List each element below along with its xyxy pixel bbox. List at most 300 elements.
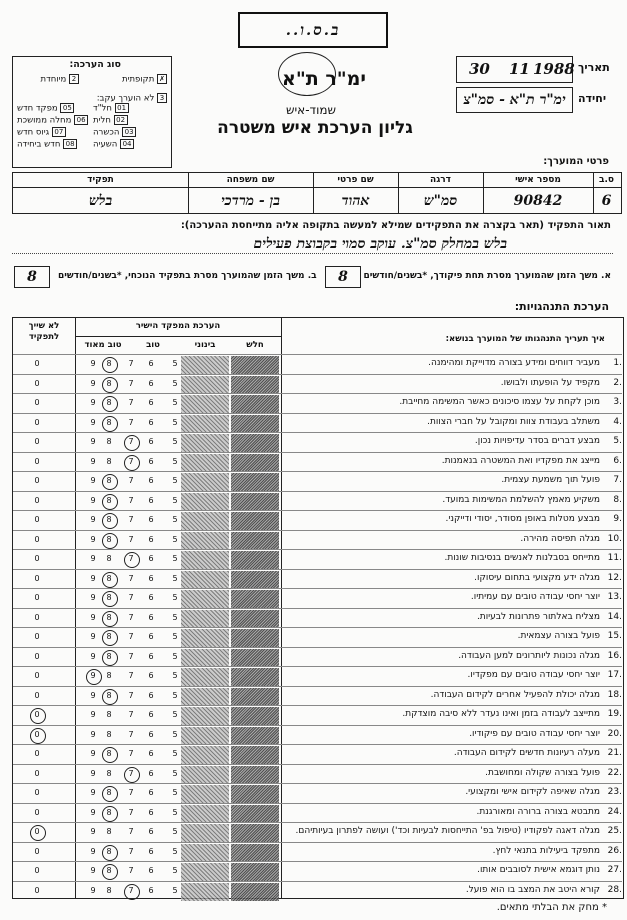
not-rated-checkbox[interactable]: 3 (157, 93, 167, 103)
reason-label: מחלה ממושכת (17, 115, 75, 126)
score-option[interactable]: 6 (148, 788, 154, 797)
score-option[interactable]: 0 (34, 593, 40, 602)
score-option[interactable]: 5 (172, 710, 178, 719)
score-option[interactable]: 9 (90, 671, 96, 680)
score-option[interactable]: 6 (148, 476, 154, 485)
score-option[interactable]: 6 (148, 710, 154, 719)
row-number: 2. (613, 377, 622, 388)
score-option[interactable]: 8 (106, 593, 112, 602)
selected-score-circle (102, 494, 118, 510)
score-option[interactable]: 6 (148, 593, 154, 602)
row-number: 24. (607, 806, 622, 817)
score-option[interactable]: 0 (34, 671, 40, 680)
score-option[interactable]: 9 (90, 632, 96, 641)
row-number: 15. (607, 631, 622, 641)
score-option[interactable]: 7 (128, 456, 134, 466)
page-title: גליון הערכת איש משטרה (217, 118, 413, 138)
periodic-checkbox[interactable]: ✗ (157, 74, 167, 84)
score-option[interactable]: 5 (172, 495, 178, 505)
score-option[interactable]: 8 (106, 398, 112, 407)
reason-code[interactable]: 04 (120, 139, 134, 149)
score-option[interactable]: 0 (34, 476, 40, 485)
score-option[interactable]: 7 (128, 359, 134, 368)
personal-value[interactable]: סמ"ש (423, 193, 458, 209)
score-option[interactable]: 9 (90, 398, 96, 407)
reason-item[interactable] (93, 115, 128, 126)
footnote: * מחק את הבלתי מתאים. (496, 902, 607, 913)
behavior-row (13, 569, 622, 591)
question-header: איך תעריך התנהגותו של המוערך בנושא: (445, 334, 605, 344)
score-option[interactable]: 0 (34, 515, 40, 524)
score-option[interactable]: 0 (34, 710, 40, 719)
score-option[interactable]: 7 (128, 729, 134, 739)
criterion-text: מבצע מטלות באופן מסודר, יסודי ודייקני. (445, 514, 600, 524)
behavior-row (13, 842, 622, 864)
very-good-header: טוב מאוד (84, 340, 122, 350)
score-option[interactable]: 9 (90, 690, 96, 700)
behavior-row (13, 374, 622, 396)
score-option[interactable]: 5 (172, 827, 178, 836)
behavior-row (13, 549, 622, 571)
row-number: 26. (607, 845, 622, 856)
personal-header: מספר אישי (515, 175, 561, 185)
reason-item[interactable] (93, 103, 129, 114)
score-option[interactable]: 9 (90, 651, 96, 661)
score-option[interactable]: 0 (34, 768, 40, 778)
score-option[interactable]: 5 (172, 456, 178, 466)
score-option[interactable]: 8 (106, 573, 112, 583)
criterion-text: מייצג את מפקדיו ואת המשטרה בנאמנות. (441, 455, 600, 466)
score-option[interactable]: 5 (172, 671, 178, 680)
row-number: 19. (607, 709, 622, 719)
selected-score-circle (124, 435, 140, 451)
unit-label: יחידה (578, 92, 607, 105)
score-option[interactable]: 9 (90, 788, 96, 797)
score-option[interactable]: 9 (90, 827, 96, 836)
score-option[interactable]: 7 (128, 612, 134, 622)
selected-score-circle (102, 533, 118, 549)
score-option[interactable]: 5 (172, 807, 178, 817)
rating-type-title: סוג הערכה: (69, 59, 121, 70)
row-number: 11. (607, 553, 622, 563)
score-option[interactable]: 5 (172, 651, 178, 661)
approval-stamp (238, 12, 388, 120)
score-option[interactable]: 7 (128, 846, 134, 856)
score-option[interactable]: 6 (148, 671, 154, 680)
score-option[interactable]: 8 (106, 788, 112, 797)
score-option[interactable]: 5 (172, 846, 178, 856)
score-option[interactable]: 5 (172, 378, 178, 388)
row-number: 28. (607, 884, 622, 895)
row-number: 18. (607, 689, 622, 700)
selected-score-circle (102, 747, 118, 763)
score-option[interactable]: 5 (172, 749, 178, 758)
score-option[interactable]: 7 (128, 573, 134, 583)
criterion-text: מתייצב לעבודה בזמן ואינו נעדר ללא סיבה מוצדקת. (402, 709, 600, 719)
score-option[interactable]: 0 (34, 456, 40, 466)
criterion-text: משקיע מאמץ להשלמת המשימות במועד. (442, 494, 600, 505)
not-rated-row[interactable]: 3 לא הוערך עקב: (97, 93, 167, 104)
behavior-row (13, 647, 622, 669)
score-option[interactable]: 7 (128, 495, 134, 505)
criterion-text: יוצר יחסי עבודה טובים עם פיקודיו. (469, 728, 600, 739)
row-number: 4. (613, 416, 622, 427)
score-option[interactable]: 5 (172, 573, 178, 583)
reason-item[interactable] (17, 103, 74, 114)
score-option[interactable]: 0 (34, 573, 40, 583)
selected-score-circle (102, 396, 118, 412)
reason-item[interactable] (17, 139, 77, 150)
score-option[interactable]: 6 (148, 729, 154, 739)
score-option[interactable]: 5 (172, 554, 178, 563)
score-option[interactable]: 9 (90, 378, 96, 388)
reason-code[interactable]: 07 (52, 127, 66, 137)
behavior-row (13, 354, 622, 376)
score-option[interactable]: 0 (34, 417, 40, 427)
reason-label: חדש ביחידה (17, 139, 64, 150)
selected-score-circle (102, 474, 118, 490)
score-option[interactable]: 9 (90, 866, 96, 875)
reason-label: השעיה (93, 139, 121, 150)
score-option[interactable]: 7 (128, 651, 134, 661)
score-option[interactable]: 7 (128, 788, 134, 797)
score-option[interactable]: 9 (90, 885, 96, 895)
score-option[interactable]: 8 (106, 690, 112, 700)
reason-code[interactable]: 01 (115, 103, 129, 113)
duration-b-label: ב. משך הזמן שהמוערך מסרת בתפקיד הנוכחי, *בשנים/חודשים (58, 271, 317, 281)
score-option[interactable]: 7 (128, 690, 134, 700)
job-desc-value[interactable]: בלש במחלק סמ"צ. עוקב סמוי בקבוצת פעילים (253, 236, 507, 252)
score-option[interactable]: 0 (34, 885, 40, 895)
score-option[interactable]: 7 (128, 827, 134, 836)
selected-score-circle (102, 864, 118, 880)
reason-label: חל"ד (93, 103, 115, 114)
criterion-text: מגלה ידע מקצועי בתחום עיסוקו. (474, 572, 600, 583)
selected-score-circle (102, 357, 118, 373)
reason-code[interactable]: 05 (60, 103, 74, 113)
behavior-row (13, 822, 622, 844)
behavior-table (12, 317, 624, 899)
selected-score-circle (124, 767, 140, 783)
selected-score-circle (124, 884, 140, 900)
personal-value[interactable]: 6 (601, 193, 612, 209)
score-option[interactable]: 9 (90, 437, 96, 446)
score-option[interactable]: 6 (148, 866, 154, 875)
score-option[interactable]: 9 (90, 710, 96, 719)
behavior-row (13, 881, 622, 903)
score-option[interactable]: 6 (148, 690, 154, 700)
reason-label: הכשרה (93, 127, 123, 138)
score-option[interactable]: 7 (128, 866, 134, 875)
score-option[interactable]: 6 (148, 827, 154, 836)
criterion-text: יוצר יחסי עבודה טובים עם מפקדיו. (467, 670, 600, 680)
criterion-text: מגלה דאגה לפקודיו (טיפול בפ' התייחסות לבעיות וכד') ועושה לפתרון בעיותיהם. (295, 826, 600, 836)
reason-code[interactable]: 02 (114, 115, 128, 125)
score-option[interactable]: 8 (106, 768, 112, 778)
score-option[interactable]: 8 (106, 378, 112, 388)
score-option[interactable]: 5 (172, 788, 178, 797)
score-option[interactable]: 7 (128, 534, 134, 544)
score-option[interactable]: 9 (90, 593, 96, 602)
criterion-text: מתבטא בצורה ברורה ומאורגנת. (476, 806, 600, 817)
score-option[interactable]: 5 (172, 885, 178, 895)
direct-commander-header: הערכת המפקד הישיר (135, 321, 221, 331)
score-option[interactable]: 6 (148, 515, 154, 524)
behavior-row (13, 452, 622, 474)
score-option[interactable]: 7 (128, 593, 134, 602)
behavior-row (13, 608, 622, 630)
criterion-text: יוצר יחסי עבודה טובים עם עמיתיו. (470, 592, 600, 602)
score-option[interactable]: 8 (106, 807, 112, 817)
score-option[interactable]: 7 (128, 632, 134, 641)
score-option[interactable]: 7 (128, 515, 134, 524)
score-option[interactable]: 8 (106, 651, 112, 661)
score-option[interactable]: 8 (106, 359, 112, 368)
selected-score-circle (102, 650, 118, 666)
selected-score-circle (102, 786, 118, 802)
behavior-row (13, 510, 622, 532)
score-option[interactable]: 5 (172, 729, 178, 739)
score-option[interactable]: 0 (34, 827, 40, 836)
score-option[interactable]: 8 (106, 827, 112, 836)
score-option[interactable]: 5 (172, 515, 178, 524)
score-option[interactable]: 0 (34, 788, 40, 797)
score-option[interactable]: 7 (128, 749, 134, 758)
score-option[interactable]: 6 (148, 768, 154, 778)
duration-a-value[interactable]: 8 (325, 266, 361, 288)
reason-item[interactable] (17, 127, 66, 138)
behavior-row (13, 783, 622, 805)
score-option[interactable]: 8 (106, 437, 112, 446)
score-option[interactable]: 8 (106, 417, 112, 427)
score-option[interactable]: 5 (172, 593, 178, 602)
score-option[interactable]: 0 (34, 378, 40, 388)
criterion-text: קורא היטב את המצב בו הוא פועל. (465, 884, 600, 895)
score-option[interactable]: 9 (90, 729, 96, 739)
row-number: 13. (607, 592, 622, 602)
score-option[interactable]: 7 (128, 378, 134, 388)
score-option[interactable]: 8 (106, 632, 112, 641)
score-option[interactable]: 6 (148, 378, 154, 388)
personal-value[interactable]: בלש (88, 193, 113, 209)
score-option[interactable]: 6 (148, 495, 154, 505)
behavior-row (13, 413, 622, 435)
behavior-row (13, 588, 622, 610)
date-month: 11 (509, 60, 530, 78)
score-option[interactable]: 5 (172, 417, 178, 427)
score-option[interactable]: 8 (106, 534, 112, 544)
score-option[interactable]: 8 (106, 456, 112, 466)
score-option[interactable]: 8 (106, 885, 112, 895)
reason-label: חלית (93, 115, 114, 126)
stamp-top-text: ..ב.ס.ו (238, 12, 388, 48)
score-option[interactable]: 6 (148, 885, 154, 895)
score-option[interactable]: 6 (148, 359, 154, 368)
selected-score-circle (102, 806, 118, 822)
criterion-text: מגלה תפיסה מהירה. (520, 533, 600, 544)
score-option[interactable]: 0 (34, 807, 40, 817)
reason-code[interactable]: 03 (122, 127, 136, 137)
score-option[interactable]: 7 (128, 807, 134, 817)
score-option[interactable]: 5 (172, 437, 178, 446)
score-option[interactable]: 8 (106, 612, 112, 622)
score-option[interactable]: 0 (34, 398, 40, 407)
score-option[interactable]: 0 (34, 495, 40, 505)
selected-score-circle (102, 572, 118, 588)
not-applicable-header: לא שייך לתפקיד (28, 321, 60, 342)
score-option[interactable]: 5 (172, 632, 178, 641)
score-option[interactable]: 5 (172, 768, 178, 778)
reason-item[interactable] (93, 127, 136, 138)
score-option[interactable]: 0 (34, 651, 40, 661)
date-label: תאריך (578, 61, 610, 74)
score-option[interactable]: 9 (90, 749, 96, 758)
score-option[interactable]: 7 (128, 768, 134, 778)
score-option[interactable]: 0 (34, 866, 40, 875)
row-number: 1. (613, 358, 622, 368)
score-option[interactable]: 9 (90, 476, 96, 485)
personal-details-table (12, 172, 622, 214)
score-option[interactable]: 5 (172, 534, 178, 544)
criterion-text: מבצע דברים בסדר עדיפויות נכון. (474, 436, 600, 446)
score-option[interactable]: 9 (90, 846, 96, 856)
score-option[interactable]: 8 (106, 495, 112, 505)
reason-item[interactable] (17, 115, 88, 126)
score-option[interactable]: 8 (106, 749, 112, 758)
special-checkbox[interactable]: 2 (69, 74, 79, 84)
score-option[interactable]: 6 (148, 632, 154, 641)
behavior-row (13, 666, 622, 688)
score-option[interactable]: 5 (172, 476, 178, 485)
selected-score-circle (102, 845, 118, 861)
score-option[interactable]: 9 (90, 554, 96, 563)
score-option[interactable]: 6 (148, 398, 154, 407)
selected-score-circle (30, 728, 46, 744)
personal-value[interactable]: בן - מרדכי (221, 193, 280, 209)
score-option[interactable]: 0 (34, 437, 40, 446)
score-option[interactable]: 6 (148, 651, 154, 661)
behavior-row (13, 744, 622, 766)
score-option[interactable]: 7 (128, 476, 134, 485)
selected-score-circle (124, 455, 140, 471)
score-option[interactable]: 5 (172, 866, 178, 875)
row-number: 16. (607, 650, 622, 661)
personal-value[interactable]: אהוד (341, 193, 370, 209)
score-option[interactable]: 0 (34, 554, 40, 563)
score-option[interactable]: 8 (106, 729, 112, 739)
row-number: 12. (607, 572, 622, 583)
personal-value[interactable]: 90842 (513, 193, 563, 209)
score-option[interactable]: 0 (34, 632, 40, 641)
score-option[interactable]: 8 (106, 866, 112, 875)
selected-score-circle (124, 552, 140, 568)
personal-header: שם פרטי (337, 175, 374, 185)
score-option[interactable]: 9 (90, 456, 96, 466)
row-number: 27. (607, 865, 622, 875)
score-option[interactable]: 7 (128, 437, 134, 446)
score-option[interactable]: 7 (128, 554, 134, 563)
score-option[interactable]: 8 (106, 554, 112, 563)
score-option[interactable]: 6 (148, 456, 154, 466)
score-option[interactable]: 0 (34, 846, 40, 856)
score-option[interactable]: 9 (90, 495, 96, 505)
score-option[interactable]: 6 (148, 749, 154, 758)
score-option[interactable]: 9 (90, 515, 96, 524)
job-desc-line (12, 253, 613, 254)
score-option[interactable]: 7 (128, 398, 134, 407)
score-option[interactable]: 8 (106, 671, 112, 680)
weak-header: חלש (246, 340, 264, 350)
row-number: 20. (607, 728, 622, 739)
unit-field[interactable]: ימ"ר ת"א - סמ"צ (456, 87, 573, 113)
stamp-unit: ימ"ר ת"א (282, 68, 367, 90)
score-option[interactable]: 6 (148, 534, 154, 544)
score-option[interactable]: 9 (90, 573, 96, 583)
rating-periodic[interactable]: ✗ תקופתית (122, 74, 167, 85)
reason-code[interactable]: 08 (63, 139, 77, 149)
score-option[interactable]: 5 (172, 398, 178, 407)
score-option[interactable]: 5 (172, 359, 178, 368)
score-option[interactable]: 0 (34, 534, 40, 544)
score-option[interactable]: 7 (128, 671, 134, 680)
score-option[interactable]: 0 (34, 749, 40, 758)
criterion-text: מצליח באלתור פתרונות לבעיות. (476, 611, 600, 622)
score-option[interactable]: 9 (90, 359, 96, 368)
score-option[interactable]: 9 (90, 807, 96, 817)
score-option[interactable]: 6 (148, 612, 154, 622)
reason-item[interactable] (93, 139, 134, 150)
score-option[interactable]: 0 (34, 729, 40, 739)
score-option[interactable]: 5 (172, 612, 178, 622)
rating-special[interactable]: 2 מיוחדת (41, 74, 79, 85)
score-option[interactable]: 7 (128, 710, 134, 719)
score-option[interactable]: 6 (148, 807, 154, 817)
date-field[interactable] (456, 56, 573, 83)
score-option[interactable]: 5 (172, 690, 178, 700)
duration-b-value[interactable]: 8 (14, 266, 50, 288)
score-option[interactable]: 0 (34, 359, 40, 368)
selected-score-circle (102, 630, 118, 646)
stamp-name: שמוד-איש (286, 103, 337, 117)
score-option[interactable]: 6 (148, 554, 154, 563)
selected-score-circle (102, 513, 118, 529)
score-option[interactable]: 9 (90, 612, 96, 622)
score-option[interactable]: 6 (148, 437, 154, 446)
score-option[interactable]: 7 (128, 885, 134, 895)
score-option[interactable]: 7 (128, 417, 134, 427)
score-option[interactable]: 9 (90, 417, 96, 427)
criterion-text: פועל בצורה עצמאית. (517, 631, 600, 641)
criterion-text: משתלב בעבודת צוות ומקובל על חברי הצוות. (427, 416, 600, 427)
row-number: 21. (607, 748, 622, 758)
behavior-row (13, 705, 622, 727)
score-option[interactable]: 9 (90, 768, 96, 778)
score-option[interactable]: 8 (106, 710, 112, 719)
score-option[interactable]: 6 (148, 573, 154, 583)
score-option[interactable]: 9 (90, 534, 96, 544)
score-option[interactable]: 6 (148, 846, 154, 856)
row-number: 23. (607, 787, 622, 797)
score-option[interactable]: 0 (34, 612, 40, 622)
score-option[interactable]: 8 (106, 846, 112, 856)
personal-header: שם משפחה (226, 175, 275, 185)
score-option[interactable]: 8 (106, 476, 112, 485)
score-option[interactable]: 8 (106, 515, 112, 524)
score-option[interactable]: 6 (148, 417, 154, 427)
score-option[interactable]: 0 (34, 690, 40, 700)
behavior-row (13, 491, 622, 513)
reason-code[interactable]: 06 (74, 115, 88, 125)
